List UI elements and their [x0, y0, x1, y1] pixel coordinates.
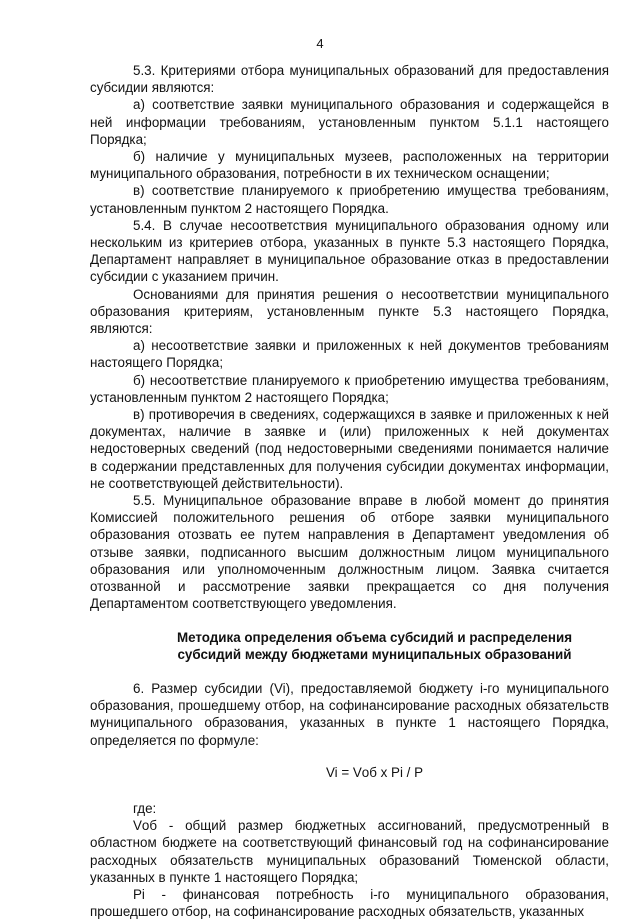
definition-vob: Vоб - общий размер бюджетных ассигнований, предусмотренный в областном бюджете на соответствующий финансовый год на софинансирование расходных обязательств муниципальных образований Тюменской области, указанных в пункте 1 настоящего Порядка; [90, 818, 609, 885]
section-heading-line-2: субсидий между бюджетами муниципальных образований [177, 646, 572, 662]
document-body [90, 62, 609, 920]
formula: Vi = Vоб х Pi / P [325, 764, 424, 780]
paragraph-grounds-a: а) несоответствие заявки и приложенных к ней документов требованиям настоящего Порядка; [90, 338, 609, 371]
where-label: где: [133, 800, 157, 816]
paragraph-5-3-a: а) соответствие заявки муниципального образования и содержащейся в ней информации требованиям, установленным пунктом 5.1.1 настоящего Порядка; [90, 97, 609, 147]
paragraph-5-4: 5.4. В случае несоответствия муниципального образования одному или нескольким из критериев отбора, указанных в пункте 5.3 настоящего Порядка, Департамент направляет в муниципальное образование отказ в предоставлении субсидии с указанием причин. [90, 217, 609, 285]
paragraph-5-3-b: б) наличие у муниципальных музеев, расположенных на территории муниципального образования, потребности в их техническом оснащении; [90, 149, 609, 182]
paragraph-grounds-v: в) противоречия в сведениях, содержащихся в заявке и приложенных к ней документах, наличие в заявке и (или) приложенных к ней документах недостоверных сведений (под недостоверными сведениями понимается наличие в содержании представленных для получения субсидии документах информации, не соответствующей действительности). [90, 407, 609, 491]
page-number: 4 [316, 36, 324, 51]
definition-pi: Pi - финансовая потребность i-го муниципального образования, прошедшего отбор, на софинансирование расходных обязательств, указанных [90, 886, 609, 920]
paragraph-5-3: 5.3. Критериями отбора муниципальных образований для предоставления субсидии являются: [90, 63, 609, 96]
paragraph-grounds-b: б) несоответствие планируемого к приобретению имущества требованиям, установленным пунктом 2 настоящего Порядка; [90, 372, 609, 405]
paragraph-grounds: Основаниями для принятия решения о несоответствии муниципального образования критериям, установленным пункте 5.3 настоящего Порядка, являются: [90, 286, 609, 337]
section-heading [90, 629, 609, 663]
paragraph-5-5: 5.5. Муниципальное образование вправе в любой момент до принятия Комиссией положительного решения об отборе заявки муниципального образования отозвать ее путем направления в Департамент уведомления об отзыве заявки, подписанного высшим должностным лицом муниципального образования или уполномоченным должностным лицом. Заявка считается отозванной и рассмотрение заявки прекращается со дня получения Департаментом соответствующего уведомления. [90, 493, 609, 612]
paragraph-5-3-v: в) соответствие планируемого к приобретению имущества требованиям, установленным пунктом 2 настоящего Порядка. [90, 183, 609, 216]
paragraph-6: 6. Размер субсидии (Vi), предоставляемой бюджету i-го муниципального образования, прошедшему отбор, на софинансирование расходных обязательств муниципального образования, указанных в пункте 1 настоящего Порядка, определяется по формуле: [90, 680, 609, 748]
section-heading-line-1: Методика определения объема субсидий и распределения [176, 629, 573, 645]
